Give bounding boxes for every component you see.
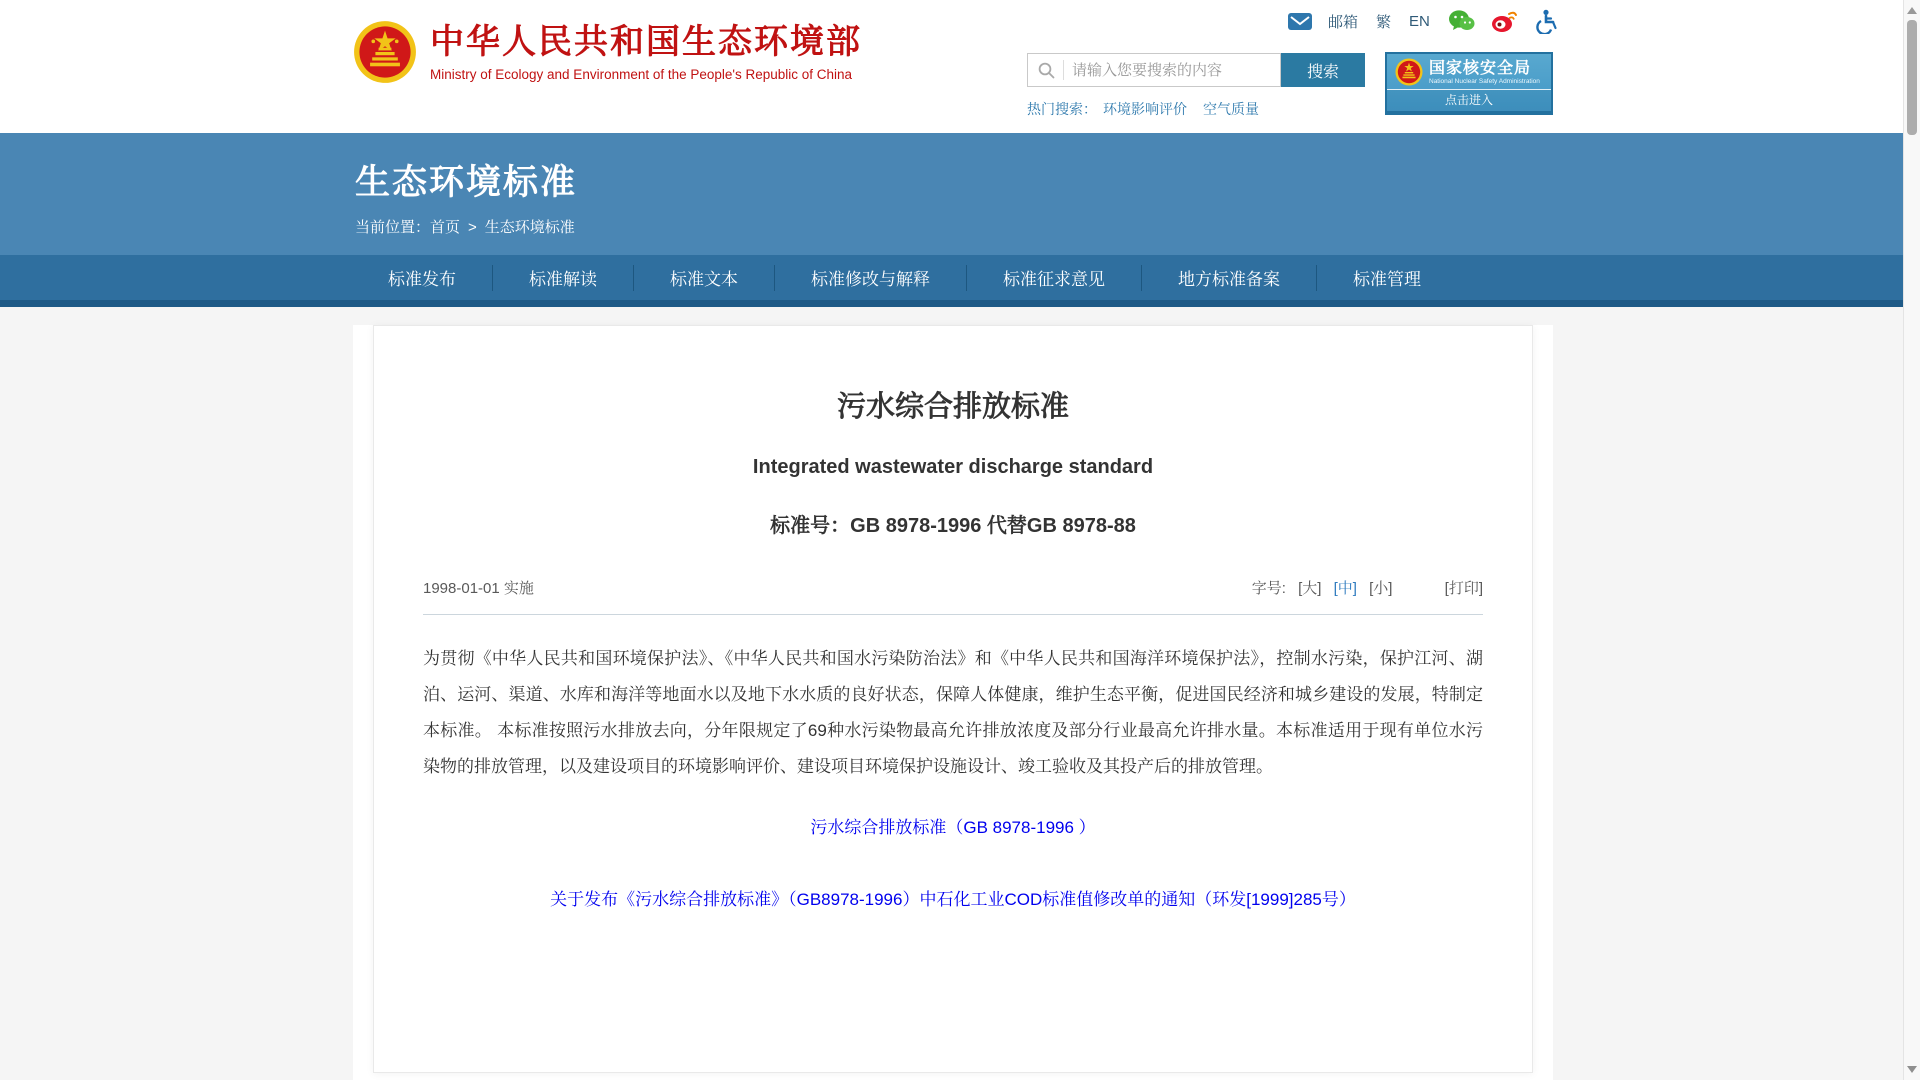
main-area bbox=[0, 325, 1920, 1080]
search-divider bbox=[1063, 60, 1064, 80]
hot-search-link-eia[interactable]: 环境影响评价 bbox=[1103, 101, 1187, 117]
nav-item-standard-text[interactable]: 标准文本 bbox=[670, 270, 738, 289]
article-tools bbox=[1252, 578, 1483, 599]
fontsize-large-button[interactable]: [大] bbox=[1298, 580, 1322, 597]
primary-nav bbox=[0, 255, 1920, 307]
article-body: 为贯彻《中华人民共和国环境保护法》、《中华人民共和国水污染防治法》和《中华人民共和国海洋环境保护法》，控制水污染，保护江河、湖泊、运河、渠道、水库和海洋等地面水以及地下水水质的良好状态，保障人体健康，维护生态平衡，促进国民经济和城乡建设的发展，特制定本标准。 本标准按照污水排放去向，分年限规定了69种水污染物最高允许排放浓度及部分行业最高允许排水量。本标准适用于现有单位水污染物的排放管理，以及建设项目的环境影响评价、建设项目环境保护设施设计、竣工验收及其投产后的排放管理。 bbox=[423, 649, 1483, 776]
fontsize-label: 字号: bbox=[1251, 580, 1286, 597]
vertical-scrollbar[interactable] bbox=[1903, 0, 1920, 1080]
search-box bbox=[1027, 53, 1281, 87]
breadcrumb-home-link[interactable]: 首页 bbox=[430, 219, 461, 236]
nav-item-local-standard-filing[interactable]: 地方标准备案 bbox=[1178, 270, 1280, 289]
search-button[interactable]: 搜索 bbox=[1281, 53, 1365, 87]
fontsize-small-button[interactable]: [小] bbox=[1369, 580, 1393, 597]
site-title-en: Ministry of Ecology and Environment of the People's Republic of China bbox=[430, 67, 853, 82]
meta-divider bbox=[423, 614, 1483, 615]
wechat-icon[interactable] bbox=[1448, 9, 1475, 33]
nnsa-badge[interactable] bbox=[1385, 52, 1553, 115]
breadcrumb-separator: > bbox=[468, 219, 477, 236]
nnsa-badge-top bbox=[1387, 54, 1551, 89]
nnsa-title: 国家核安全局 bbox=[1429, 59, 1532, 77]
search-input[interactable] bbox=[1072, 55, 1280, 85]
primary-nav-inner bbox=[353, 255, 1920, 300]
article-card bbox=[373, 325, 1533, 1073]
page-banner bbox=[0, 133, 1920, 255]
weibo-icon[interactable] bbox=[1491, 9, 1518, 33]
mail-link[interactable]: 邮箱 bbox=[1328, 13, 1359, 31]
implementation-date: 1998-01-01 实施 bbox=[423, 580, 534, 597]
logo-text bbox=[430, 22, 862, 82]
standard-document-link[interactable]: 污水综合排放标准（GB 8978-1996 ） bbox=[810, 818, 1096, 837]
page-title: 生态环境标准 bbox=[355, 163, 578, 202]
hot-search-label: 热门搜索： bbox=[1027, 101, 1097, 117]
article-standard-number: 标准号：GB 8978-1996 代替GB 8978-88 bbox=[770, 515, 1136, 537]
site-logo[interactable] bbox=[353, 20, 862, 84]
nnsa-emblem-icon bbox=[1395, 58, 1423, 86]
search-bar bbox=[1027, 53, 1365, 87]
accessibility-icon[interactable] bbox=[1534, 9, 1557, 34]
nav-item-standard-comments[interactable]: 标准征求意见 bbox=[1003, 270, 1105, 289]
nnsa-subtitle: National Nuclear Safety Administration bbox=[1429, 77, 1540, 85]
site-header bbox=[0, 0, 1920, 133]
content-container bbox=[353, 325, 1553, 1080]
breadcrumb bbox=[355, 216, 575, 237]
traditional-chinese-link[interactable]: 繁 bbox=[1376, 13, 1392, 31]
english-link[interactable]: EN bbox=[1409, 12, 1430, 30]
nav-item-standard-management[interactable]: 标准管理 bbox=[1353, 270, 1421, 289]
breadcrumb-current: 生态环境标准 bbox=[484, 219, 575, 236]
scrollbar-down-arrow-icon[interactable] bbox=[1907, 1066, 1917, 1073]
hot-search-row bbox=[1027, 99, 1275, 119]
nav-item-standard-release[interactable]: 标准发布 bbox=[388, 270, 456, 289]
nav-item-standard-amendment[interactable]: 标准修改与解释 bbox=[811, 270, 930, 289]
nav-item-standard-interpretation[interactable]: 标准解读 bbox=[529, 270, 597, 289]
breadcrumb-label: 当前位置： bbox=[355, 219, 431, 236]
nnsa-texts bbox=[1429, 60, 1540, 85]
mail-icon[interactable] bbox=[1288, 13, 1312, 30]
article-title: 污水综合排放标准 bbox=[836, 391, 1069, 423]
national-emblem-icon bbox=[353, 20, 417, 84]
site-title: 中华人民共和国生态环境部 bbox=[430, 23, 862, 61]
fontsize-medium-button[interactable]: [中] bbox=[1333, 580, 1357, 597]
article-meta-row bbox=[423, 578, 1483, 599]
hot-search-link-air[interactable]: 空气质量 bbox=[1203, 101, 1259, 117]
nnsa-enter-button[interactable]: 点击进入 bbox=[1387, 89, 1551, 111]
utility-bar bbox=[1288, 9, 1573, 33]
search-icon bbox=[1038, 62, 1055, 79]
article-subtitle-en: Integrated wastewater discharge standard bbox=[752, 456, 1154, 478]
scrollbar-up-arrow-icon[interactable] bbox=[1907, 7, 1917, 14]
scrollbar-thumb[interactable] bbox=[1907, 20, 1917, 135]
print-button[interactable]: [打印] bbox=[1444, 580, 1483, 597]
cod-amendment-notice-link[interactable]: 关于发布《污水综合排放标准》（GB8978-1996）中石化工业COD标准值修改单的通知（环发[1999]285号） bbox=[550, 890, 1356, 909]
